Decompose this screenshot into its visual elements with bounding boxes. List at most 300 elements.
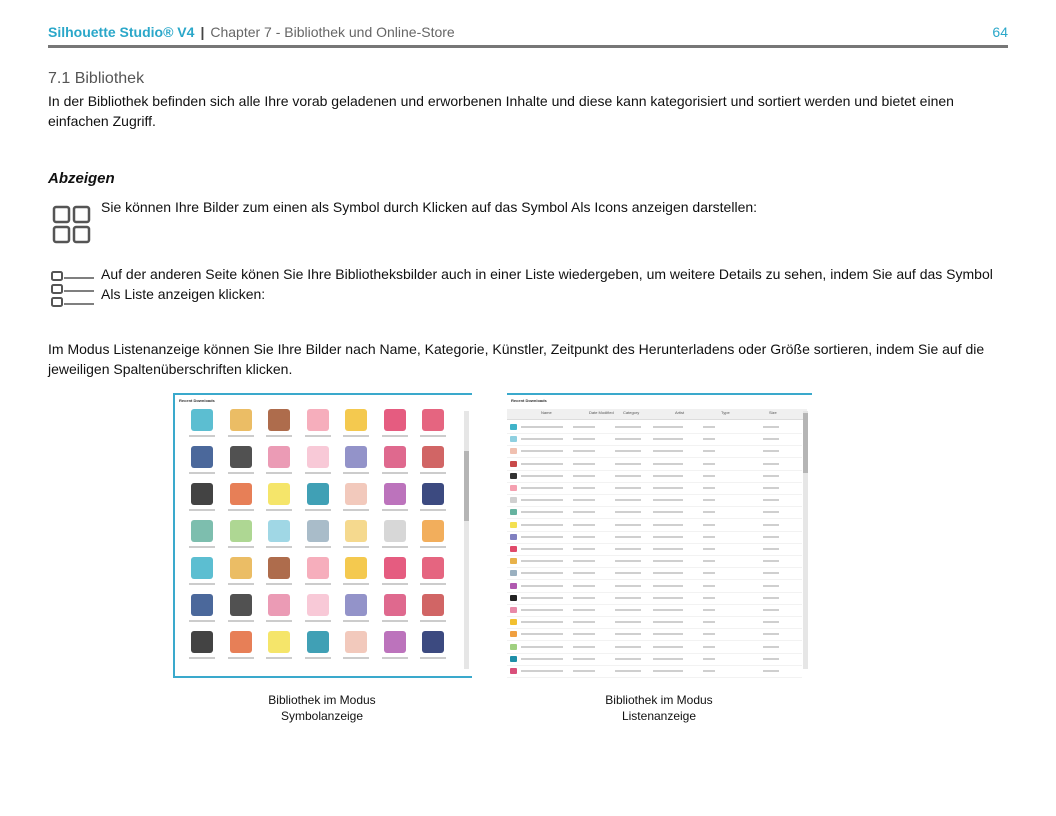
thumbnail-label [305, 509, 331, 511]
caption-line: Bibliothek im Modus [605, 693, 713, 707]
thumbnail-label [420, 435, 446, 437]
row-cell [521, 438, 563, 440]
row-cell [703, 670, 715, 672]
row-cell [703, 585, 715, 587]
row-cell [763, 609, 779, 611]
row-cell [763, 658, 779, 660]
thumbnail-item[interactable] [264, 631, 294, 665]
column-artist: Artist [675, 410, 685, 415]
row-icon [510, 448, 517, 454]
row-cell [615, 658, 641, 660]
thumbnail-label [189, 657, 215, 659]
row-cell [653, 475, 683, 477]
thumbnail-item[interactable] [380, 446, 410, 480]
thumbnail-item[interactable] [264, 446, 294, 480]
thumbnail-item[interactable] [418, 520, 448, 554]
thumbnail-image [384, 594, 406, 616]
row-cell [573, 524, 595, 526]
row-cell [573, 633, 595, 635]
row-cell [573, 438, 595, 440]
row-cell [653, 621, 683, 623]
thumbnail-item[interactable] [226, 557, 256, 591]
thumbnail-label [228, 583, 254, 585]
thumbnail-label [228, 657, 254, 659]
thumbnail-image [268, 520, 290, 542]
thumbnail-item[interactable] [418, 483, 448, 517]
scrollbar [464, 411, 469, 669]
row-cell [703, 633, 715, 635]
thumbnail-label [266, 509, 292, 511]
row-cell [703, 438, 715, 440]
thumbnail-item[interactable] [187, 631, 217, 665]
table-row[interactable] [507, 641, 802, 654]
row-cell [521, 463, 563, 465]
row-icon [510, 485, 517, 491]
thumbnail-label [189, 509, 215, 511]
thumbnail-item[interactable] [187, 446, 217, 480]
table-row[interactable] [507, 458, 802, 471]
thumbnail-image [422, 483, 444, 505]
thumbnail-image [422, 557, 444, 579]
row-cell [615, 463, 641, 465]
row-cell [703, 609, 715, 611]
row-cell [615, 426, 641, 428]
row-cell [615, 633, 641, 635]
thumbnail-item[interactable] [226, 594, 256, 628]
thumbnail-item[interactable] [264, 557, 294, 591]
thumbnail-image [384, 446, 406, 468]
row-cell [573, 572, 595, 574]
row-cell [763, 572, 779, 574]
thumbnail-image [345, 594, 367, 616]
row-cell [653, 572, 683, 574]
row-cell [573, 597, 595, 599]
row-cell [615, 646, 641, 648]
row-cell [703, 426, 715, 428]
thumbnail-label [343, 583, 369, 585]
thumbnail-item[interactable] [341, 631, 371, 665]
caption-line: Bibliothek im Modus [268, 693, 376, 707]
row-cell [521, 646, 563, 648]
thumbnail-item[interactable] [380, 409, 410, 443]
row-cell [703, 524, 715, 526]
thumbnail-image [307, 557, 329, 579]
column-type: Type [721, 410, 730, 415]
row-cell [615, 499, 641, 501]
thumbnail-label [305, 657, 331, 659]
thumbnail-label [266, 472, 292, 474]
header-separator: | [200, 24, 205, 40]
page-header [48, 24, 1008, 46]
row-icon [510, 668, 517, 674]
thumbnail-item[interactable] [187, 594, 217, 628]
table-row[interactable] [507, 604, 802, 617]
thumbnail-image [191, 557, 213, 579]
thumbnail-label [305, 435, 331, 437]
table-row[interactable] [507, 665, 802, 678]
thumbnail-label [382, 472, 408, 474]
thumbnail-image [191, 594, 213, 616]
row-cell [763, 426, 779, 428]
row-cell [763, 511, 779, 513]
table-row[interactable] [507, 519, 802, 532]
row-cell [763, 633, 779, 635]
thumbnail-label [420, 509, 446, 511]
thumbnail-label [189, 583, 215, 585]
row-icon [510, 619, 517, 625]
row-cell [615, 597, 641, 599]
row-cell [573, 511, 595, 513]
thumbnail-item[interactable] [418, 594, 448, 628]
thumbnail-label [189, 472, 215, 474]
thumbnail-image [230, 631, 252, 653]
row-cell [521, 499, 563, 501]
thumbnail-item[interactable] [418, 446, 448, 480]
caption-line: Symbolanzeige [280, 709, 364, 723]
table-row[interactable] [507, 543, 802, 556]
thumbnail-item[interactable] [226, 483, 256, 517]
table-row[interactable] [507, 433, 802, 446]
row-cell [573, 548, 595, 550]
row-icon [510, 522, 517, 528]
table-row[interactable] [507, 421, 802, 434]
scrollbar-thumb [464, 451, 469, 521]
thumbnail-image [384, 557, 406, 579]
row-cell [703, 548, 715, 550]
thumbnail-image [230, 557, 252, 579]
table-row[interactable] [507, 555, 802, 568]
row-cell [653, 511, 683, 513]
row-cell [615, 511, 641, 513]
row-cell [703, 450, 715, 452]
column-name: Name [541, 410, 552, 415]
list-view-screenshot [507, 393, 812, 678]
thumbnail-label [266, 546, 292, 548]
row-cell [573, 560, 595, 562]
scrollbar [803, 411, 808, 669]
row-cell [573, 585, 595, 587]
thumbnail-item[interactable] [380, 520, 410, 554]
icon-view-screenshot [173, 393, 472, 678]
row-cell [573, 658, 595, 660]
thumbnail-item[interactable] [341, 446, 371, 480]
thumbnail-item[interactable] [418, 631, 448, 665]
list-header-row [507, 409, 807, 420]
thumbnail-item[interactable] [341, 483, 371, 517]
row-cell [521, 536, 563, 538]
row-cell [703, 487, 715, 489]
thumbnail-image [307, 631, 329, 653]
thumbnail-image [268, 446, 290, 468]
row-cell [573, 536, 595, 538]
thumbnail-image [422, 520, 444, 542]
row-cell [573, 475, 595, 477]
row-cell [763, 646, 779, 648]
thumbnail-image [384, 409, 406, 431]
thumbnail-item[interactable] [380, 594, 410, 628]
row-icon [510, 424, 517, 430]
row-cell [653, 585, 683, 587]
row-cell [653, 463, 683, 465]
thumbnail-item[interactable] [226, 409, 256, 443]
thumbnail-item[interactable] [226, 520, 256, 554]
thumbnail-item[interactable] [303, 446, 333, 480]
subsection-heading: Abzeigen [48, 170, 115, 187]
thumbnail-item[interactable] [226, 446, 256, 480]
thumbnail-label [382, 620, 408, 622]
column-category: Category [623, 410, 640, 415]
thumbnail-item[interactable] [380, 557, 410, 591]
row-cell [763, 597, 779, 599]
row-cell [573, 426, 595, 428]
row-cell [521, 621, 563, 623]
row-cell [763, 548, 779, 550]
row-cell [653, 487, 683, 489]
row-cell [615, 524, 641, 526]
list-view-icon [50, 270, 96, 310]
thumbnail-item[interactable] [303, 631, 333, 665]
thumbnail-image [307, 520, 329, 542]
thumbnail-label [228, 472, 254, 474]
row-cell [521, 450, 563, 452]
thumbnail-item[interactable] [187, 483, 217, 517]
scrollbar-thumb [803, 413, 808, 473]
chapter-title: Chapter 7 - Bibliothek und Online-Store [210, 24, 455, 40]
row-cell [521, 475, 563, 477]
row-cell [521, 548, 563, 550]
table-row[interactable] [507, 506, 802, 519]
row-cell [521, 658, 563, 660]
thumbnail-item[interactable] [187, 520, 217, 554]
row-icon [510, 558, 517, 564]
table-row[interactable] [507, 567, 802, 580]
panel-title: Recent Downloads [179, 398, 215, 403]
row-cell [653, 536, 683, 538]
row-cell [703, 597, 715, 599]
row-icon [510, 644, 517, 650]
row-icon [510, 607, 517, 613]
thumbnail-label [189, 620, 215, 622]
table-row[interactable] [507, 494, 802, 507]
icons-view-text: Sie können Ihre Bilder zum einen als Symbol durch Klicken auf das Symbol Als Icons anzeigen darstellen: [101, 199, 758, 215]
table-row[interactable] [507, 580, 802, 593]
caption-line: Listenanzeige [621, 709, 697, 723]
thumbnail-image [307, 594, 329, 616]
thumbnail-label [228, 546, 254, 548]
row-cell [615, 670, 641, 672]
thumbnail-label [343, 657, 369, 659]
row-icon [510, 583, 517, 589]
row-cell [573, 609, 595, 611]
thumbnail-item[interactable] [380, 483, 410, 517]
thumbnail-label [343, 472, 369, 474]
thumbnail-item[interactable] [341, 520, 371, 554]
table-row[interactable] [507, 592, 802, 605]
thumbnail-item[interactable] [264, 483, 294, 517]
thumbnail-image [384, 520, 406, 542]
thumbnail-item[interactable] [380, 631, 410, 665]
thumbnail-item[interactable] [418, 557, 448, 591]
thumbnail-item[interactable] [187, 557, 217, 591]
thumbnail-image [191, 631, 213, 653]
row-cell [615, 560, 641, 562]
row-cell [615, 450, 641, 452]
row-cell [653, 658, 683, 660]
thumbnail-image [268, 557, 290, 579]
row-cell [763, 450, 779, 452]
row-icon [510, 509, 517, 515]
row-icon [510, 534, 517, 540]
row-cell [653, 646, 683, 648]
row-cell [653, 499, 683, 501]
row-cell [763, 438, 779, 440]
table-row[interactable] [507, 653, 802, 666]
row-icon [510, 461, 517, 467]
intro-paragraph: In der Bibliothek befinden sich alle Ihre vorab geladenen und erworbenen Inhalte und diese kann kategorisiert und sortiert werden und bietet einen einfachen Zugriff. [48, 93, 954, 129]
thumbnail-label [266, 435, 292, 437]
thumbnail-image [230, 409, 252, 431]
row-cell [615, 572, 641, 574]
row-cell [703, 572, 715, 574]
row-cell [703, 658, 715, 660]
row-cell [763, 475, 779, 477]
thumbnail-image [191, 520, 213, 542]
thumbnail-item[interactable] [264, 594, 294, 628]
row-icon [510, 497, 517, 503]
table-row[interactable] [507, 616, 802, 629]
row-cell [521, 670, 563, 672]
thumbnail-image [307, 446, 329, 468]
thumbnail-item[interactable] [341, 557, 371, 591]
table-row[interactable] [507, 531, 802, 544]
thumbnail-item[interactable] [226, 631, 256, 665]
row-cell [653, 450, 683, 452]
row-cell [653, 438, 683, 440]
row-icon [510, 546, 517, 552]
thumbnail-item[interactable] [303, 483, 333, 517]
thumbnail-label [228, 435, 254, 437]
caption-list-view [559, 692, 759, 724]
row-cell [615, 475, 641, 477]
thumbnail-label [266, 583, 292, 585]
row-cell [573, 487, 595, 489]
table-row[interactable] [507, 482, 802, 495]
table-row[interactable] [507, 445, 802, 458]
thumbnail-label [189, 546, 215, 548]
row-cell [615, 536, 641, 538]
row-cell [521, 585, 563, 587]
row-cell [653, 670, 683, 672]
row-cell [763, 524, 779, 526]
thumbnail-image [307, 483, 329, 505]
thumbnail-item[interactable] [341, 594, 371, 628]
row-cell [653, 560, 683, 562]
thumbnail-image [230, 594, 252, 616]
thumbnail-item[interactable] [264, 520, 294, 554]
row-cell [615, 621, 641, 623]
row-cell [521, 487, 563, 489]
row-cell [703, 463, 715, 465]
table-row[interactable] [507, 470, 802, 483]
thumbnail-label [266, 657, 292, 659]
list-view-text: Auf der anderen Seite könen Sie Ihre Bibliotheksbilder auch in einer Liste wiedergeben, um weitere Details zu sehen, indem Sie auf das Symbol Als Liste anzeigen klicken: [101, 266, 993, 302]
thumbnail-label [382, 435, 408, 437]
thumbnail-label [228, 509, 254, 511]
thumbnail-item[interactable] [303, 409, 333, 443]
thumbnail-label [305, 472, 331, 474]
thumbnail-image [384, 631, 406, 653]
thumbnail-image [268, 409, 290, 431]
thumbnail-item[interactable] [264, 409, 294, 443]
thumbnail-image [384, 483, 406, 505]
thumbnail-label [420, 657, 446, 659]
thumbnail-label [305, 546, 331, 548]
thumbnail-image [422, 594, 444, 616]
row-cell [763, 621, 779, 623]
row-cell [573, 670, 595, 672]
row-cell [573, 499, 595, 501]
thumbnail-image [307, 409, 329, 431]
thumbnail-label [382, 583, 408, 585]
thumbnail-label [343, 620, 369, 622]
row-cell [703, 536, 715, 538]
thumbnail-label [343, 435, 369, 437]
thumbnail-item[interactable] [303, 557, 333, 591]
thumbnail-image [345, 409, 367, 431]
panel-title: Recent Downloads [511, 398, 547, 403]
row-icon [510, 595, 517, 601]
thumbnail-image [268, 483, 290, 505]
thumbnail-image [230, 446, 252, 468]
thumbnail-item[interactable] [341, 409, 371, 443]
section-title: 7.1 Bibliothek [48, 70, 145, 87]
thumbnail-label [189, 435, 215, 437]
thumbnail-label [382, 657, 408, 659]
list-mode-paragraph: Im Modus Listenanzeige können Sie Ihre Bilder nach Name, Kategorie, Künstler, Zeitpunkt des Herunterladens oder Größe sortieren, indem Sie auf die jeweiligen Spaltenüberschriften klicken. [48, 341, 985, 377]
row-cell [521, 633, 563, 635]
row-cell [703, 621, 715, 623]
thumbnail-item[interactable] [303, 594, 333, 628]
caption-icon-view [222, 692, 422, 724]
row-cell [653, 548, 683, 550]
header-divider [48, 45, 1008, 48]
thumbnail-item[interactable] [187, 409, 217, 443]
row-cell [573, 463, 595, 465]
row-cell [703, 499, 715, 501]
row-icon [510, 656, 517, 662]
row-cell [521, 524, 563, 526]
row-cell [573, 450, 595, 452]
thumbnail-item[interactable] [303, 520, 333, 554]
thumbnail-label [305, 620, 331, 622]
row-icon [510, 570, 517, 576]
row-cell [763, 487, 779, 489]
grid-view-icon [52, 205, 92, 245]
thumbnail-image [191, 483, 213, 505]
row-icon [510, 473, 517, 479]
row-cell [521, 511, 563, 513]
thumbnail-image [422, 409, 444, 431]
row-cell [763, 670, 779, 672]
table-row[interactable] [507, 628, 802, 641]
thumbnail-item[interactable] [418, 409, 448, 443]
thumbnail-label [420, 472, 446, 474]
row-cell [521, 426, 563, 428]
thumbnail-label [305, 583, 331, 585]
thumbnail-image [345, 557, 367, 579]
thumbnail-image [268, 594, 290, 616]
row-cell [763, 536, 779, 538]
